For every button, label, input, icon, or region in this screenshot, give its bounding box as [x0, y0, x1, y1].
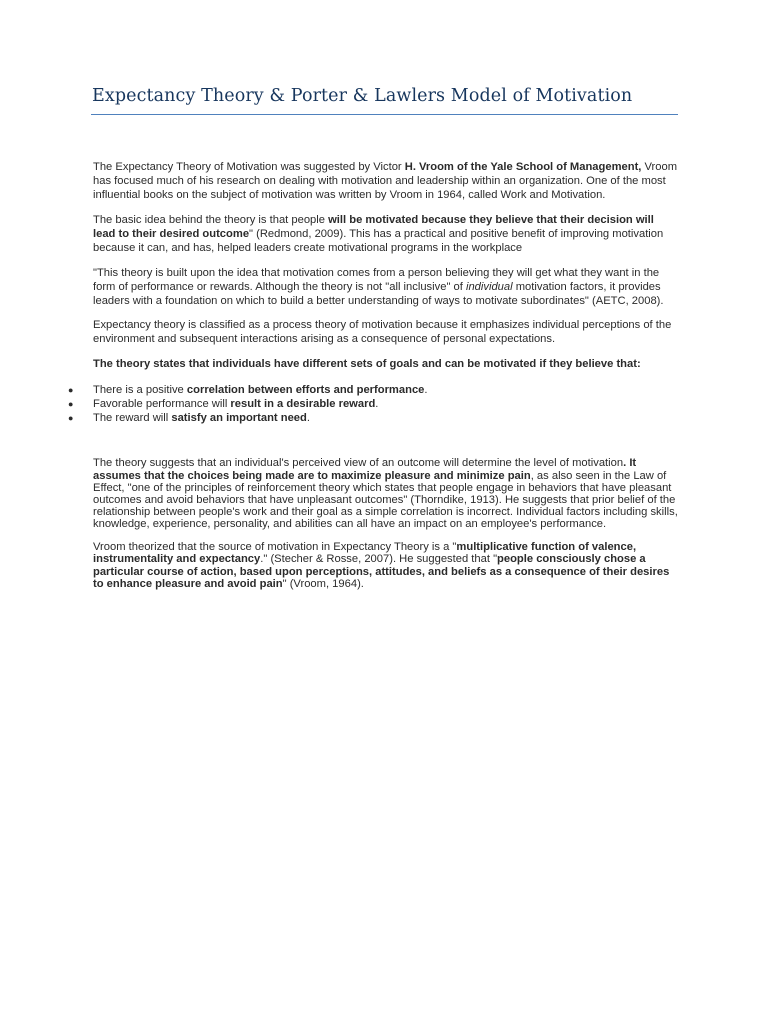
paragraph-text: " (Vroom, 1964).: [282, 577, 364, 590]
bullet-icon: ●: [68, 385, 74, 396]
bullet-icon: ●: [68, 399, 74, 410]
list-item-text: .: [375, 398, 379, 411]
paragraph-text: The basic idea behind the theory is that people: [93, 213, 329, 226]
list-item-text: There is a positive: [93, 384, 187, 397]
paragraph-italic-text: individual: [465, 280, 513, 293]
title-underline: [91, 114, 678, 115]
list-item-text: Favorable performance will: [93, 398, 231, 411]
list-item-bold-text: satisfy an important need: [171, 412, 307, 425]
paragraph-bold-text: will be motivated because they believe that their decision will lead to their desired outcome: [93, 213, 654, 240]
paragraph-text: , as also seen in the Law of Effect, "one of the principles of reinforcement theory which states that people engage in behaviors that have pleasant outcomes and avoid behaviors that have unpleasant outcomes" (Thorndike, 1913). He suggests that prior belief of the relationship between people's work and their goal as a simple correlation is incorrect. Individual factors including skills, knowledge, experience, personality, and abilities can all have an impact on an employee's performance.: [93, 469, 678, 531]
list-item-bold-text: result in a desirable reward: [230, 398, 376, 411]
paragraph-text: "This theory is built upon the idea that motivation comes from a person believing they will get what they want in the form of performance or rewards. Although the theory is not "all inclusive" of: [93, 266, 660, 293]
paragraph-4: Expectancy theory is classified as a process theory of motivation because it emphasizes individual perceptions of the environment and subsequent interactions arising as a consequence of personal expectations.: [93, 319, 672, 346]
list-item-text: The reward will: [93, 412, 172, 425]
paragraph-1: [93, 160, 679, 202]
list-item-bold-text: correlation between efforts and performance: [186, 384, 425, 397]
bullet-icon: ●: [68, 413, 74, 424]
paragraph-3: [93, 266, 679, 308]
paragraph-text: The Expectancy Theory of Motivation was suggested by Victor: [93, 161, 405, 173]
list-item: [68, 411, 679, 425]
bullet-list: [68, 383, 679, 425]
paragraph-text: " (Redmond, 2009). This has a practical and positive benefit of improving motivation because it can, and has, helped leaders create motivational programs in the workplace: [93, 227, 664, 254]
paragraph-text: The theory suggests that an individual's perceived view of an outcome will determine the level of motivation: [93, 457, 624, 470]
paragraph-bold-text: people consciously chose a particular course of action, based upon perceptions, attitudes, and beliefs as a consequence of their desires to enhance pleasure and avoid pain: [93, 553, 670, 590]
list-item: [68, 397, 679, 411]
document-body: [68, 160, 679, 600]
list-item-text: .: [306, 412, 310, 425]
paragraph-text: Vroom has focused much of his research on dealing with motivation and leadership within an organization. One of the most influential books on the subject of motivation was written by Vroom in 1964, called Work and Motivation.: [93, 161, 678, 202]
paragraph-bold-text: H. Vroom of the Yale School of Management,: [404, 161, 642, 173]
list-item: [68, 383, 679, 397]
paragraph-text: motivation factors, it provides leaders with a foundation on which to build a better understanding of ways to motivate subordinates" (AETC, 2008).: [93, 280, 664, 307]
paragraph-bold-text: The theory states that individuals have different sets of goals and can be motivated if they believe that:: [93, 358, 641, 371]
paragraph-6: [93, 457, 679, 530]
paragraph-text: Vroom theorized that the source of motivation in Expectancy Theory is a ": [93, 541, 457, 554]
document-title: Expectancy Theory & Porter & Lawlers Model of Motivation: [92, 86, 633, 106]
paragraph-bold-text: . It assumes that the choices being made are to maximize pleasure and minimize pain: [93, 457, 637, 482]
paragraph-bold-text: multiplicative function of valence, instrumentality and expectancy: [93, 541, 637, 566]
paragraph-7: [93, 541, 679, 590]
list-item-text: .: [424, 384, 428, 397]
paragraph-text: ." (Stecher & Rosse, 2007). He suggested that ": [260, 553, 498, 566]
paragraph-2: [93, 213, 679, 255]
paragraph-5: [93, 357, 679, 371]
